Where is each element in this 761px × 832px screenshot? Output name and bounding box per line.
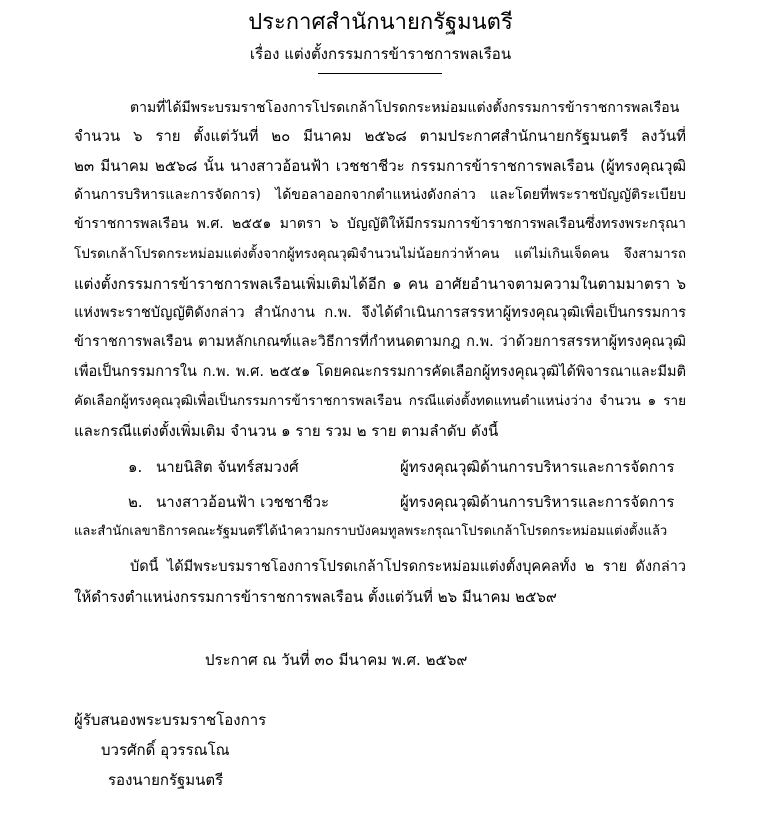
paragraph1-line-5: ข้าราชการพลเรือน พ.ศ. ๒๕๕๑ มาตรา ๖ บัญญัติให้มีกรรมการข้าราชการพลเรือนซึ่งทรงพระกรุณา <box>74 216 686 232</box>
signer-title: รองนายกรัฐมนตรี <box>108 771 224 789</box>
paragraph1-line-3: ๒๓ มีนาคม ๒๕๖๘ นั้น นางสาวอ้อนฟ้า เวชชาชีวะ กรรมการข้าราชการพลเรือน (ผู้ทรงคุณวุฒิ <box>74 157 686 175</box>
title-underline <box>318 73 442 74</box>
signer-name: บวรศักดิ์ อุวรรณโณ <box>101 741 230 759</box>
paragraph1-line-11: คัดเลือกผู้ทรงคุณวุฒิเพื่อเป็นกรรมการข้าราชการพลเรือน กรณีแต่งตั้งทดแทนตำแหน่งว่าง จำนวน ๑ ราย <box>74 393 686 409</box>
paragraph1-line-6: โปรดเกล้าโปรดกระหม่อมแต่งตั้งจากผู้ทรงคุณวุฒิจำนวนไม่น้อยกว่าห้าคน แต่ไม่เกินเจ็ดคน จึงสามารถ <box>74 246 686 262</box>
paragraph1-line-2: จำนวน ๖ ราย ตั้งแต่วันที่ ๒๐ มีนาคม ๒๕๖๘ ตามประกาศสำนักนายกรัฐมนตรี ลงวันที่ <box>74 127 686 145</box>
announcement-subject: เรื่อง แต่งตั้งกรรมการข้าราชการพลเรือน <box>249 45 512 63</box>
appointee-name: นายนิสิต จันทร์สมวงศ์ <box>156 458 299 476</box>
appointee-field: ผู้ทรงคุณวุฒิด้านการบริหารและการจัดการ <box>400 458 675 476</box>
paragraph2-line-2: ให้ดำรงตำแหน่งกรรมการข้าราชการพลเรือน ตั้งแต่วันที่ ๒๖ มีนาคม ๒๕๖๙ <box>74 588 557 606</box>
announcement-date: ประกาศ ณ วันที่ ๓๐ มีนาคม พ.ศ. ๒๕๖๙ <box>205 651 468 669</box>
paragraph1-line-9: ข้าราชการพลเรือน ตามหลักเกณฑ์และวิธีการที่กำหนดตามกฎ ก.พ. ว่าด้วยการสรรหาผู้ทรงคุณวุฒิ <box>74 334 686 350</box>
paragraph1-line-1: ตามที่ได้มีพระบรมราชโองการโปรดเกล้าโปรดกระหม่อมแต่งตั้งกรรมการข้าราชการพลเรือน <box>130 100 680 116</box>
appointee-item <box>128 457 674 477</box>
appointee-number: ๒. <box>128 493 143 511</box>
paragraph1-line-10: เพื่อเป็นกรรมการใน ก.พ. พ.ศ. ๒๕๕๑ โดยคณะกรรมการคัดเลือกผู้ทรงคุณวุฒิได้พิจารณาและมีมติ <box>74 364 686 380</box>
paragraph1-line-7: แต่งตั้งกรรมการข้าราชการพลเรือนเพิ่มเติมได้อีก ๑ คน อาศัยอำนาจตามความในตามมาตรา ๖ <box>74 275 686 293</box>
appointee-name: นางสาวอ้อนฟ้า เวชชาชีวะ <box>156 493 330 511</box>
after-list-line: และสำนักเลขาธิการคณะรัฐมนตรีได้นำความกราบบังคมทูลพระกรุณาโปรดเกล้าโปรดกระหม่อมแต่งตั้งแล้ว <box>74 524 668 539</box>
appointee-item <box>128 492 674 512</box>
paragraph2-line-1: บัดนี้ ได้มีพระบรมราชโองการโปรดเกล้าโปรดกระหม่อมแต่งตั้งบุคคลทั้ง ๒ ราย ดังกล่าว <box>130 559 686 575</box>
announcement-title: ประกาศสำนักนายกรัฐมนตรี <box>248 10 513 35</box>
paragraph1-line-12: และกรณีแต่งตั้งเพิ่มเติม จำนวน ๑ ราย รวม ๒ ราย ตามลำดับ ดังนี้ <box>74 422 499 440</box>
appointee-field: ผู้ทรงคุณวุฒิด้านการบริหารและการจัดการ <box>400 493 675 511</box>
countersign-label: ผู้รับสนองพระบรมราชโองการ <box>74 711 267 729</box>
paragraph1-line-8: แห่งพระราชบัญญัติดังกล่าว สำนักงาน ก.พ. จึงได้ดำเนินการสรรหาผู้ทรงคุณวุฒิเพื่อเป็นกรรมการ <box>74 305 686 321</box>
appointee-number: ๑. <box>128 458 143 476</box>
paragraph1-line-4: ด้านการบริหารและการจัดการ) ได้ขอลาออกจากตำแหน่งดังกล่าว และโดยที่พระราชบัญญัติระเบียบ <box>74 187 686 203</box>
